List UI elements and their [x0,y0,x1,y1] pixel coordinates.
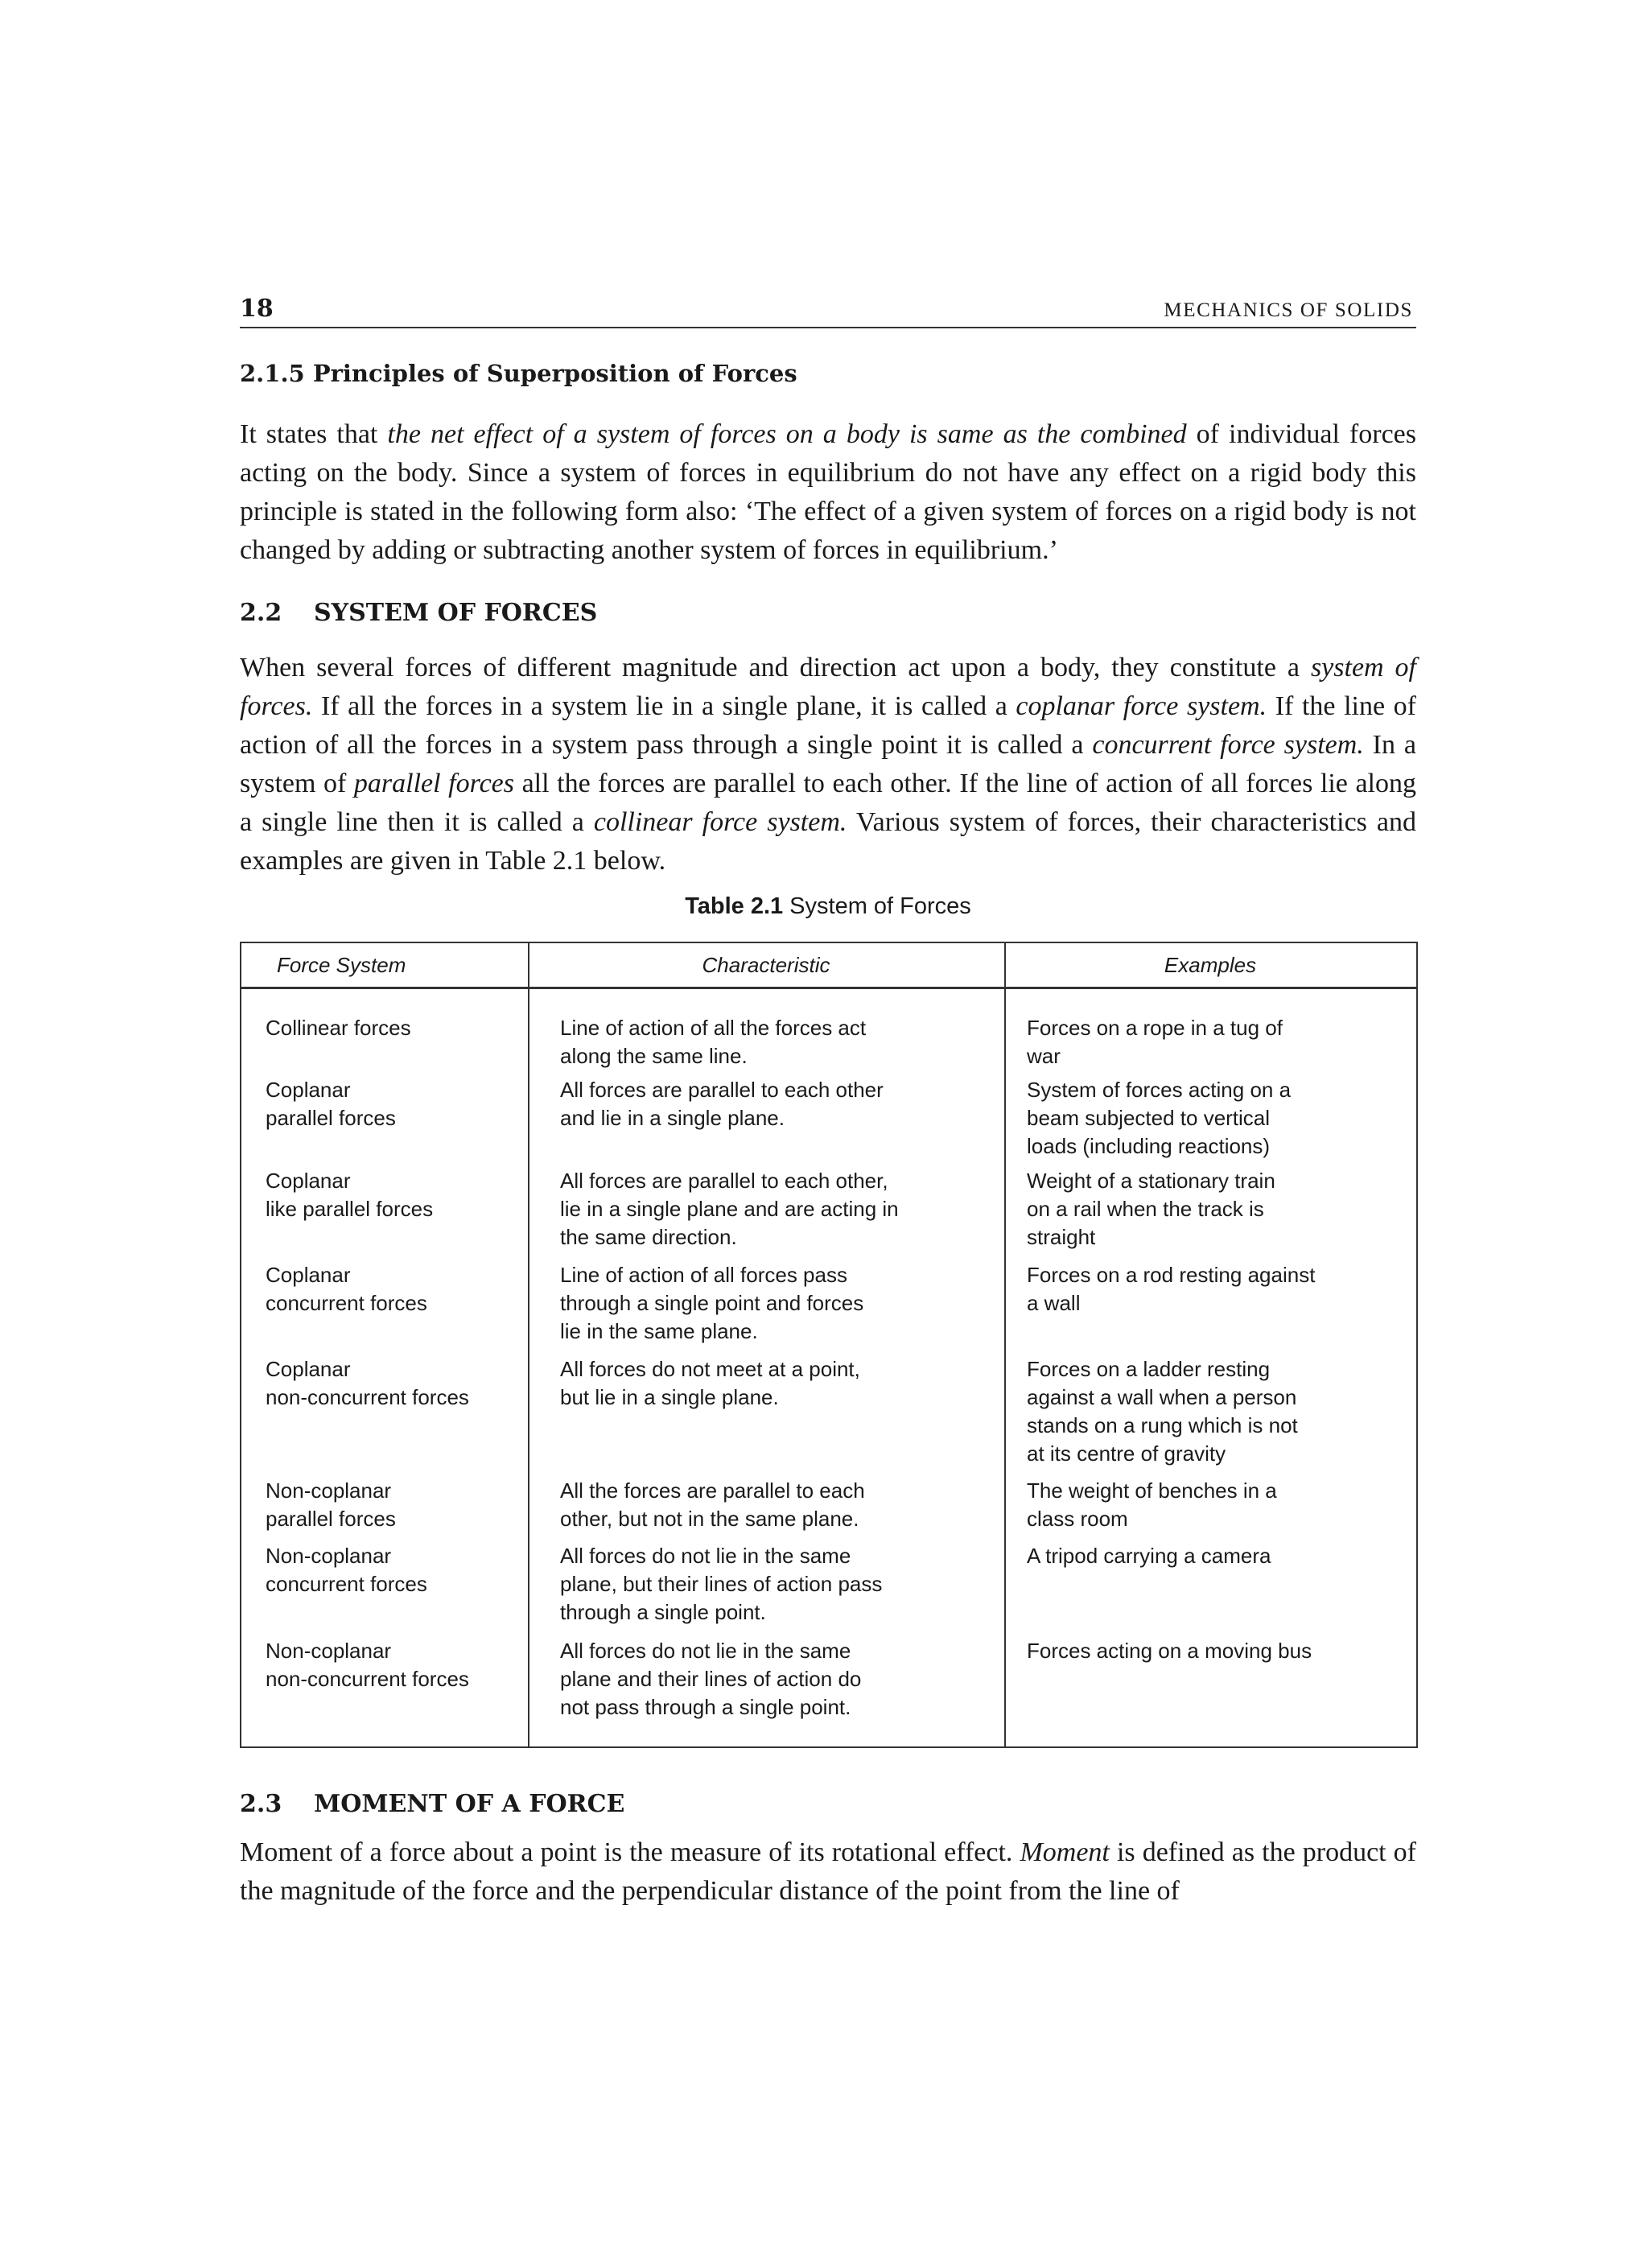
column-divider [528,943,529,1746]
emphasis-text: parallel forces [353,769,514,798]
cell-examples: The weight of benches in a class room [1027,1478,1277,1531]
cell-characteristic: All forces do not lie in the same plane, but their lines of action pass through a single point. [560,1544,883,1624]
cell-characteristic: Line of action of all forces pass through a single point and forces lie in the same plane. [560,1263,864,1343]
body-text: If all the forces in a system lie in a single plane, it is called a [312,691,1016,721]
running-header [240,293,1416,328]
cell-characteristic: All the forces are parallel to each other, but not in the same plane. [560,1478,865,1531]
cell-characteristic: All forces do not lie in the same plane and their lines of action do not pass through a single point. [560,1639,862,1719]
body-text: When several forces of different magnitude and direction act upon a body, they constitute a [240,653,1311,682]
table-caption-label: Table 2.1 [685,893,784,919]
section-title: MOMENT OF A FORCE [314,1790,625,1818]
cell-examples: System of forces acting on a beam subjected to vertical loads (including reactions) [1027,1078,1292,1158]
emphasis-text: coplanar force system. [1016,691,1267,721]
cell-force-system: Coplanar non-concurrent forces [266,1357,469,1409]
emphasis-text: collinear force system. [593,807,847,837]
page-number: 18 [240,295,274,323]
cell-force-system: Non-coplanar concurrent forces [266,1544,427,1596]
body-text: In a system of [240,730,1416,798]
cell-force-system: Coplanar concurrent forces [266,1263,427,1315]
section-heading-system-of-forces [240,597,597,629]
column-header-examples: Examples [1164,953,1257,977]
table-caption [240,890,1416,922]
body-text: all the forces are parallel to each other. If the line of action of all forces lie along a single line then it is called a [240,769,1416,837]
cell-examples: A tripod carrying a camera [1027,1544,1271,1568]
emphasis-text: Moment [1020,1837,1110,1867]
cell-force-system: Non-coplanar parallel forces [266,1478,396,1531]
cell-force-system: Non-coplanar non-concurrent forces [266,1639,469,1691]
cell-characteristic: Line of action of all the forces act along the same line. [560,1016,867,1068]
cell-examples: Forces on a ladder resting against a wall when a person stands on a rung which is not at its centre of gravity [1027,1357,1298,1466]
book-page [240,0,1416,2268]
system-of-forces-paragraph [240,649,1416,880]
body-text: Various system of forces, their characteristics and examples are given in Table 2.1 below. [240,807,1417,876]
cell-force-system: Collinear forces [266,1016,411,1040]
section-title: SYSTEM OF FORCES [314,599,598,627]
cell-examples: Forces acting on a moving bus [1027,1639,1312,1663]
cell-examples: Weight of a stationary train on a rail when the track is straight [1027,1169,1275,1249]
body-text: If the line of action of all the forces in a system pass through a single point it is called a [240,691,1416,760]
column-divider [1004,943,1006,1746]
running-title: MECHANICS OF SOLIDS [1164,299,1413,321]
cell-examples: Forces on a rope in a tug of war [1027,1016,1283,1068]
emphasis-text: the net effect of a system of forces on a body is same as the combined [387,419,1187,449]
column-header-characteristic: Characteristic [702,953,830,977]
header-rule [241,987,1416,989]
moment-paragraph [240,1833,1416,1911]
force-system-table [240,942,1418,1748]
body-text: Moment of a force about a point is the measure of its rotational effect. [240,1837,1020,1867]
subsection-heading: 2.1.5 Principles of Superposition of Forces [240,360,797,387]
cell-examples: Forces on a rod resting against a wall [1027,1263,1316,1315]
section-number: 2.2 [240,599,282,627]
body-text: of individual forces acting on the body. Since a system of forces in equilibrium do not have any effect on a rigid body this principle is stated in the following form also: ‘The effect of a given system of forces on a rigid body is not changed by adding or subtracting another system of forces in equilibrium.’ [240,419,1416,565]
table-caption-text: System of Forces [789,893,971,919]
superposition-paragraph [240,415,1416,570]
emphasis-text: concurrent force system. [1092,730,1364,760]
cell-force-system: Coplanar parallel forces [266,1078,396,1130]
cell-force-system: Coplanar like parallel forces [266,1169,434,1221]
section-number: 2.3 [240,1790,282,1818]
table-header-row [241,943,1416,987]
body-text: It states that [240,419,388,449]
cell-characteristic: All forces do not meet at a point, but lie in a single plane. [560,1357,860,1409]
section-heading-moment-of-a-force [240,1788,624,1821]
cell-characteristic: All forces are parallel to each other and lie in a single plane. [560,1078,884,1130]
emphasis-text: system of forces. [240,653,1416,721]
column-header-force-system: Force System [277,953,406,977]
cell-characteristic: All forces are parallel to each other, lie in a single plane and are acting in the same direction. [560,1169,899,1249]
body-text: is defined as the product of the magnitude of the force and the perpendicular distance of the point from the line of [240,1837,1416,1906]
